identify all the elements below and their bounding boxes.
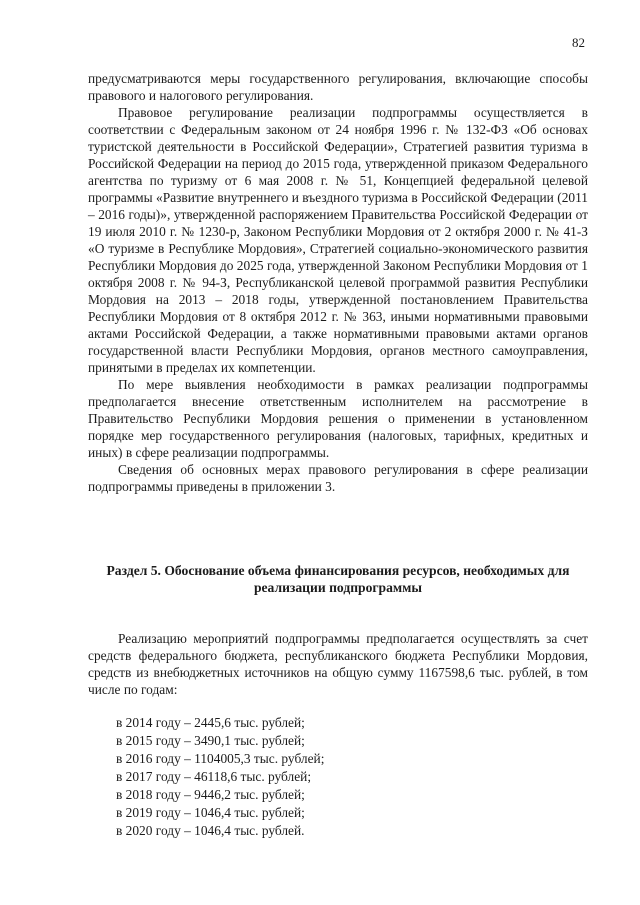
section-heading: Раздел 5. Обоснование объема финансирования ресурсов, необходимых для реализации подпрограммы: [106, 563, 570, 595]
page-number: 82: [572, 35, 585, 50]
financing-text-block: [88, 630, 588, 698]
paragraph-legal-regulation: Правовое регулирование реализации подпрограммы осуществляется в соответствии с Федеральным законом от 24 ноября 1996 г. № 132-ФЗ «Об основах туристской деятельности в Российской Федерации», Стратегией развития туризма в Российской Федерации на период до 2015 года, утвержденной приказом Федерального агентства по туризму от 6 мая 2008 г. № 51, Концепцией федеральной целевой программы «Развитие внутреннего и въездного туризма в Российской Федерации (2011 – 2016 годы)», утвержденной распоряжением Правительства Российской Федерации от 19 июля 2010 г. № 1230-р, Законом Республики Мордовия от 2 октября 2000 г. № 41-З «О туризме в Республике Мордовия», Стратегией социально-экономического развития Республики Мордовия до 2025 года, утвержденной Законом Республики Мордовия от 1 октября 2008 г. № 94-З, Республиканской целевой программой развития Республики Мордовия на 2013 – 2018 годы, утвержденной постановлением Правительства Республики Мордовия от 8 октября 2012 г. № 363, иными нормативными правовыми актами Российской Федерации, а также нормативными правовыми актами органов государственной власти Республики Мордовия, органов местного самоуправления, принятыми в пределах их компетенции.: [88, 105, 588, 375]
list-item: в 2016 году – 1104005,3 тыс. рублей;: [116, 751, 325, 766]
list-item: в 2014 году – 2445,6 тыс. рублей;: [116, 715, 305, 730]
list-item: в 2020 году – 1046,4 тыс. рублей.: [116, 823, 305, 838]
paragraph-regulation-measures: По мере выявления необходимости в рамках реализации подпрограммы предполагается внесение ответственным исполнителем на рассмотрение в Правительство Республики Мордовия решения о применении в установленном порядке мер государственного регулирования (налоговых, тарифных, кредитных и иных) в сфере реализации подпрограммы.: [88, 377, 588, 460]
list-item: в 2015 году – 3490,1 тыс. рублей;: [116, 733, 305, 748]
list-item: в 2017 году – 46118,6 тыс. рублей;: [116, 769, 312, 784]
list-item: в 2018 году – 9446,2 тыс. рублей;: [116, 787, 305, 802]
paragraph-financing: Реализацию мероприятий подпрограммы предполагается осуществлять за счет средств федерального бюджета, республиканского бюджета Республики Мордовия, средств из внебюджетных источников на общую сумму 1167598,6 тыс. рублей, в том числе по годам:: [88, 631, 588, 697]
yearly-financing-list: [116, 714, 324, 840]
top-text-block: [88, 70, 588, 495]
paragraph-continuation: предусматриваются меры государственного регулирования, включающие способы правового и налогового регулирования.: [88, 71, 588, 103]
list-item: в 2019 году – 1046,4 тыс. рублей;: [116, 805, 305, 820]
paragraph-appendix-reference: Сведения об основных мерах правового регулирования в сфере реализации подпрограммы приведены в приложении 3.: [88, 462, 588, 494]
